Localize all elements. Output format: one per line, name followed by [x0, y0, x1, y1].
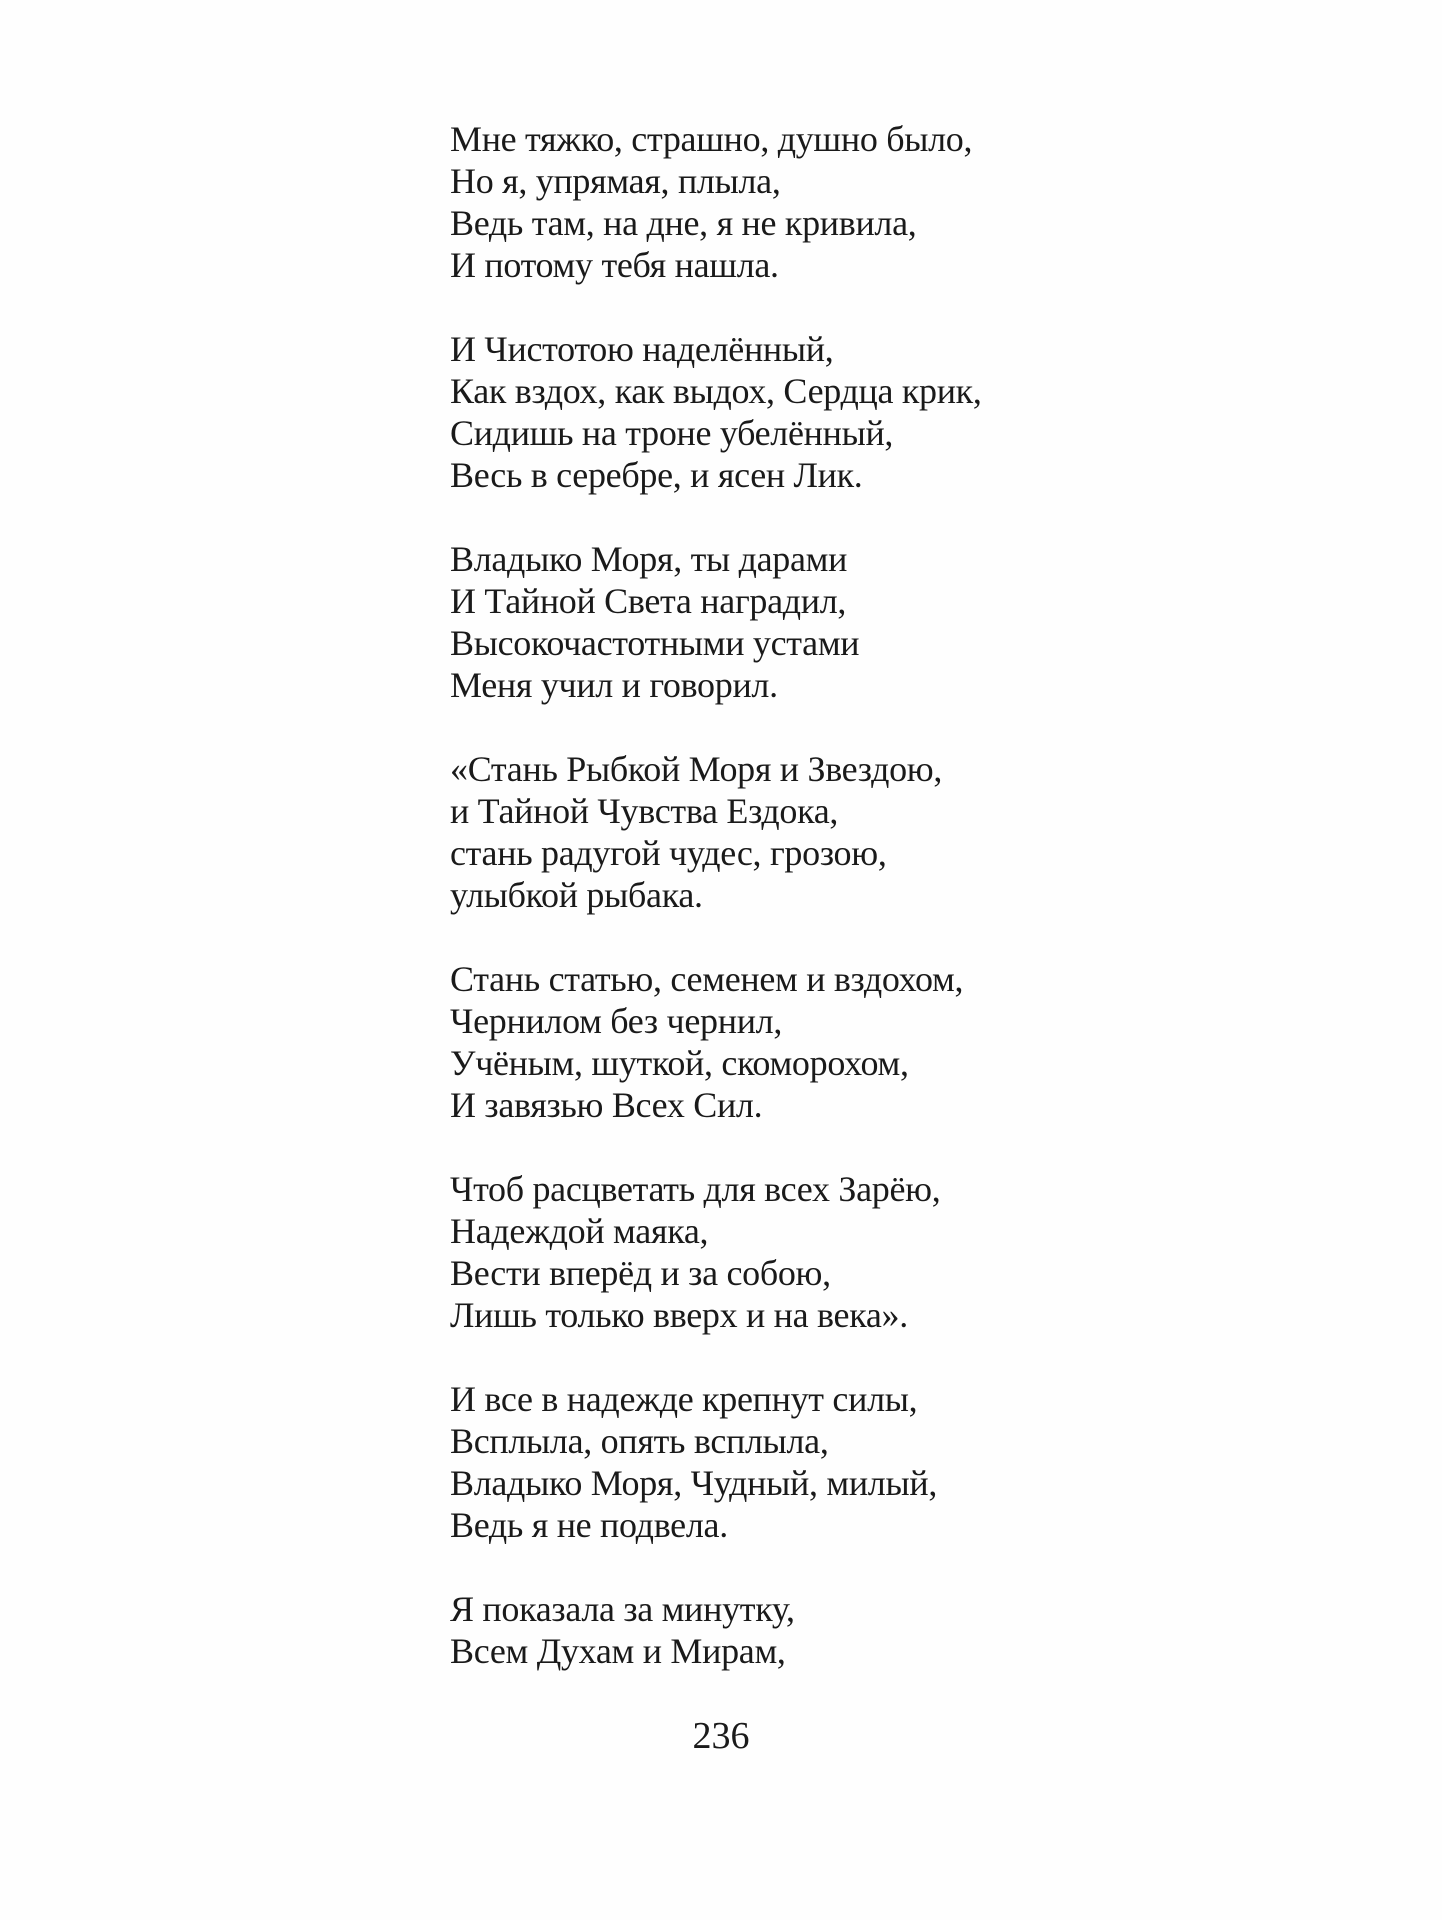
stanza: [450, 748, 1170, 916]
poem-line: Высокочастотными устами: [450, 623, 860, 663]
poem-line: И Чистотою наделённый,: [450, 329, 834, 369]
poem-line: Я показала за минутку,: [450, 1589, 795, 1629]
poem-line: улыбкой рыбака.: [450, 875, 703, 915]
stanza: [450, 1168, 1170, 1336]
poem-line: Сидишь на троне убелённый,: [450, 413, 894, 453]
page-number: 236: [692, 1715, 750, 1757]
poem-line: Чтоб расцветать для всех Зарёю,: [450, 1169, 941, 1209]
poem-line: И завязью Всех Сил.: [450, 1085, 763, 1125]
poem-line: Чернилом без чернил,: [450, 1001, 783, 1041]
stanza: [450, 538, 1170, 706]
poem-line: И Тайной Света наградил,: [450, 581, 847, 621]
poem-line: Ведь я не подвела.: [450, 1505, 728, 1545]
stanza: [450, 1378, 1170, 1546]
poem-line: Весь в серебре, и ясен Лик.: [450, 455, 863, 495]
poem-line: и Тайной Чувства Ездока,: [450, 791, 839, 831]
poem-line: Всем Духам и Мирам,: [450, 1631, 786, 1671]
stanza: [450, 1588, 1170, 1672]
poem-line: «Стань Рыбкой Моря и Звездою,: [450, 749, 943, 789]
poem-text: [450, 118, 1170, 1714]
poem-line: Стань статью, семенем и вздохом,: [450, 959, 964, 999]
stanza: [450, 328, 1170, 496]
poem-line: Владыко Моря, ты дарами: [450, 539, 848, 579]
poem-line: Вести вперёд и за собою,: [450, 1253, 831, 1293]
stanza: [450, 958, 1170, 1126]
poem-line: стань радугой чудес, грозою,: [450, 833, 887, 873]
poem-line: Мне тяжко, страшно, душно было,: [450, 119, 973, 159]
poem-line: Владыко Моря, Чудный, милый,: [450, 1463, 938, 1503]
poem-line: Ведь там, на дне, я не кривила,: [450, 203, 917, 243]
poem-line: Всплыла, опять всплыла,: [450, 1421, 829, 1461]
stanza: [450, 118, 1170, 286]
poem-line: Учёным, шуткой, скоморохом,: [450, 1043, 909, 1083]
poem-line: Лишь только вверх и на века».: [450, 1295, 908, 1335]
poem-line: И потому тебя нашла.: [450, 245, 779, 285]
poem-line: Как вздох, как выдох, Сердца крик,: [450, 371, 982, 411]
poem-line: И все в надежде крепнут силы,: [450, 1379, 918, 1419]
poem-line: Меня учил и говорил.: [450, 665, 778, 705]
poem-line: Но я, упрямая, плыла,: [450, 161, 781, 201]
poem-line: Надеждой маяка,: [450, 1211, 709, 1251]
